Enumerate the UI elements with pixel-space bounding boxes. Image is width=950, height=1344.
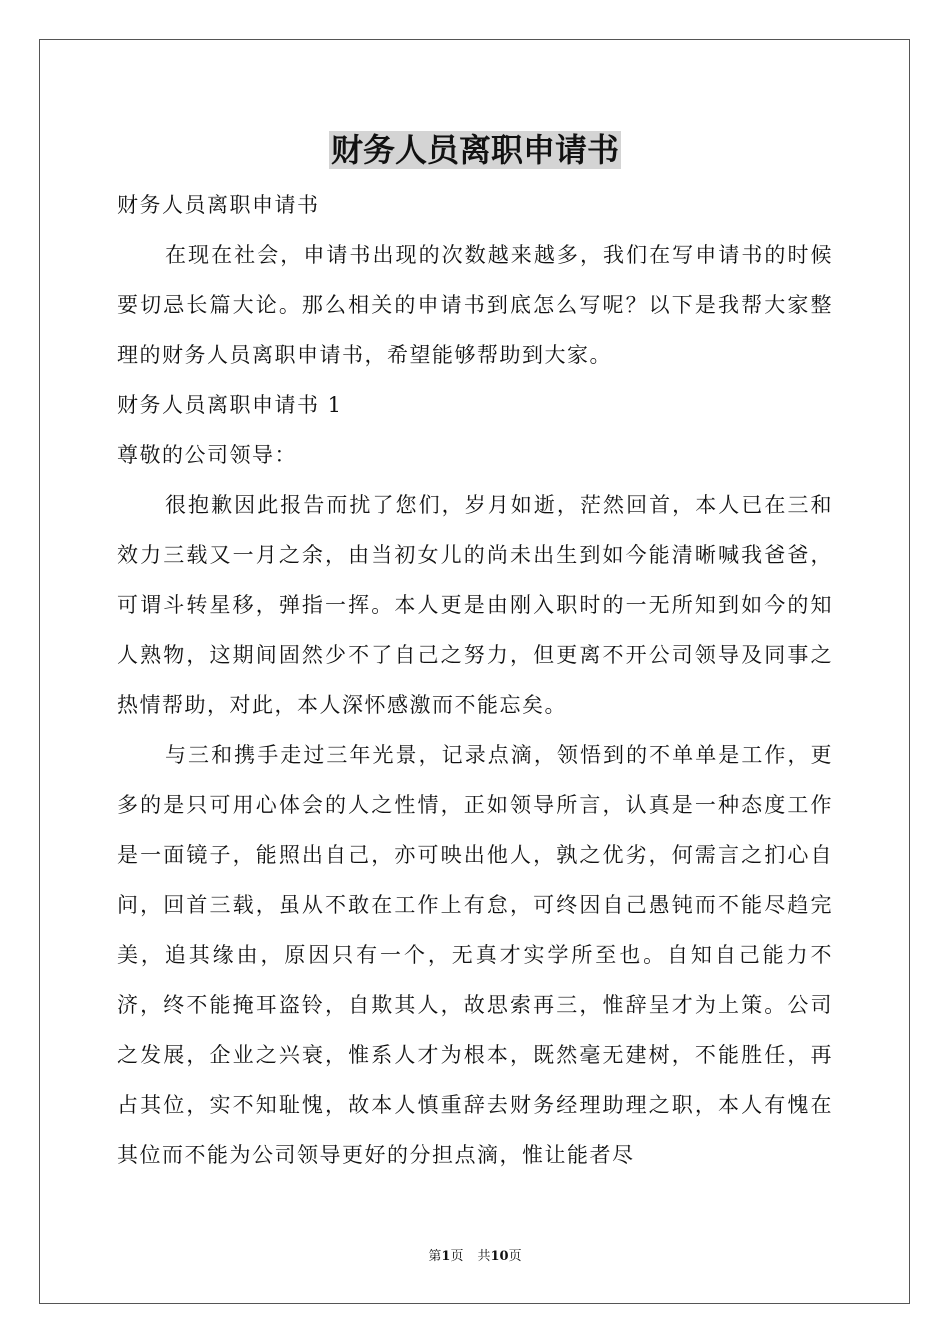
footer-total-pages: 10: [490, 1249, 509, 1264]
salutation: 尊敬的公司领导：: [117, 443, 297, 467]
intro-paragraph: 在现在社会，申请书出现的次数越来越多，我们在写申请书的时候要切忌长篇大论。那么相关的申请书到底怎么写呢？以下是我帮大家整理的财务人员离职申请书，希望能够帮助到大家。: [117, 243, 833, 367]
page-footer: [0, 1248, 950, 1266]
footer-page-suffix: 页: [450, 1249, 464, 1264]
body-paragraph-1: 很抱歉因此报告而扰了您们，岁月如逝，茫然回首，本人已在三和效力三载又一月之余，由当初女儿的尚未出生到如今能清晰喊我爸爸，可谓斗转星移，弹指一挥。本人更是由刚入职时的一无所知到如今的知人熟物，这期间固然少不了自己之努力，但更离不开公司领导及同事之热情帮助，对此，本人深怀感激而不能忘矣。: [117, 493, 833, 717]
document-title: [0, 130, 950, 170]
footer-page-number: 1: [441, 1249, 451, 1264]
section-heading: 财务人员离职申请书 1: [117, 393, 343, 417]
footer-page-prefix: 第: [428, 1249, 442, 1264]
document-body: [117, 180, 833, 1180]
footer-total-suffix: 页: [508, 1249, 522, 1264]
body-paragraph-2: 与三和携手走过三年光景，记录点滴，领悟到的不单单是工作，更多的是只可用心体会的人之性情，正如领导所言，认真是一种态度工作是一面镜子，能照出自己，亦可映出他人，孰之优劣，何需言之扪心自问，回首三载，虽从不敢在工作上有怠，可终因自己愚钝而不能尽趋完美，追其缘由，原因只有一个，无真才实学所至也。自知自己能力不济，终不能掩耳盗铃，自欺其人，故思索再三，惟辞呈才为上策。公司之发展，企业之兴衰，惟系人才为根本，既然毫无建树，不能胜任，再占其位，实不知耻愧，故本人慎重辞去财务经理助理之职，本人有愧在其位而不能为公司领导更好的分担点滴，惟让能者尽: [117, 743, 833, 1167]
document-title-text: 财务人员离职申请书: [330, 131, 619, 169]
footer-total-prefix: 共: [477, 1249, 491, 1264]
document-subtitle: 财务人员离职申请书: [117, 193, 320, 217]
